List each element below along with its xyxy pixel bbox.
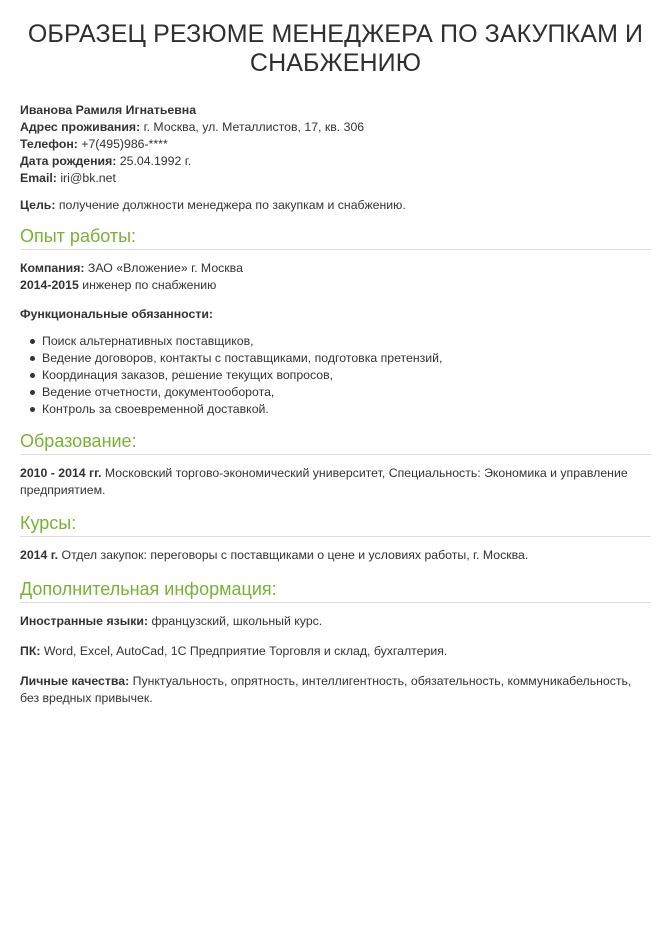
languages-label: Иностранные языки: bbox=[20, 614, 149, 628]
pc-line bbox=[20, 643, 651, 660]
company-value: ЗАО «Вложение» г. Москва bbox=[84, 261, 243, 275]
list-item: Координация заказов, решение текущих вопросов, bbox=[42, 367, 651, 384]
address-line bbox=[20, 119, 651, 136]
duties-list bbox=[20, 333, 651, 418]
birth-line bbox=[20, 153, 651, 170]
qualities-value: Пунктуальность, опрятность, интеллигентность, обязательность, коммуникабельность, без вредных привычек. bbox=[20, 674, 632, 705]
list-item: Контроль за своевременной доставкой. bbox=[42, 401, 651, 418]
education-heading: Образование: bbox=[20, 430, 651, 455]
company-line bbox=[20, 260, 651, 277]
education-period: 2010 - 2014 гг. bbox=[20, 466, 102, 480]
goal-line bbox=[20, 197, 651, 214]
courses-year: 2014 г. bbox=[20, 548, 59, 562]
birth-value: 25.04.1992 г. bbox=[116, 154, 192, 168]
languages-value: французский, школьный курс. bbox=[148, 614, 323, 628]
personal-info bbox=[20, 102, 651, 187]
position-line bbox=[20, 277, 651, 294]
languages-line bbox=[20, 613, 651, 630]
experience-heading: Опыт работы: bbox=[20, 225, 651, 250]
full-name: Иванова Рамиля Игнатьевна bbox=[20, 103, 197, 117]
list-item: Ведение отчетности, документооборота, bbox=[42, 384, 651, 401]
courses-value: Отдел закупок: переговоры с поставщиками о цене и условиях работы, г. Москва. bbox=[58, 548, 529, 562]
phone-line bbox=[20, 136, 651, 153]
goal-label: Цель: bbox=[20, 198, 56, 212]
goal-value: получение должности менеджера по закупкам и снабжению. bbox=[55, 198, 406, 212]
position-value: инженер по снабжению bbox=[78, 278, 217, 292]
courses-line bbox=[20, 547, 651, 564]
address-value: г. Москва, ул. Металлистов, 17, кв. 306 bbox=[140, 120, 365, 134]
list-item: Поиск альтернативных поставщиков, bbox=[42, 333, 651, 350]
address-label: Адрес проживания: bbox=[20, 120, 141, 134]
email-line bbox=[20, 170, 651, 187]
list-item: Ведение договоров, контакты с поставщиками, подготовка претензий, bbox=[42, 350, 651, 367]
duties-title: Функциональные обязанности: bbox=[20, 307, 213, 321]
phone-value: +7(495)986-**** bbox=[77, 137, 168, 151]
pc-value: Word, Excel, AutoCad, 1С Предприятие Торговля и склад, бухгалтерия. bbox=[40, 644, 448, 658]
page-title: ОБРАЗЕЦ РЕЗЮМЕ МЕНЕДЖЕРА ПО ЗАКУПКАМ И СНАБЖЕНИЮ bbox=[27, 20, 644, 77]
pc-label: ПК: bbox=[20, 644, 41, 658]
phone-label: Телефон: bbox=[20, 137, 78, 151]
position-period: 2014-2015 bbox=[20, 278, 79, 292]
qualities-label: Личные качества: bbox=[20, 674, 130, 688]
experience-section bbox=[20, 260, 651, 323]
qualities-line bbox=[20, 673, 651, 707]
education-value: Московский торгово-экономический университет, Специальность: Экономика и управление предприятием. bbox=[20, 466, 628, 497]
birth-label: Дата рождения: bbox=[20, 154, 117, 168]
extra-heading: Дополнительная информация: bbox=[20, 578, 651, 603]
email-label: Email: bbox=[20, 171, 57, 185]
courses-heading: Курсы: bbox=[20, 512, 651, 537]
email-value: iri@bk.net bbox=[56, 171, 116, 185]
company-label: Компания: bbox=[20, 261, 85, 275]
education-line bbox=[20, 465, 651, 499]
